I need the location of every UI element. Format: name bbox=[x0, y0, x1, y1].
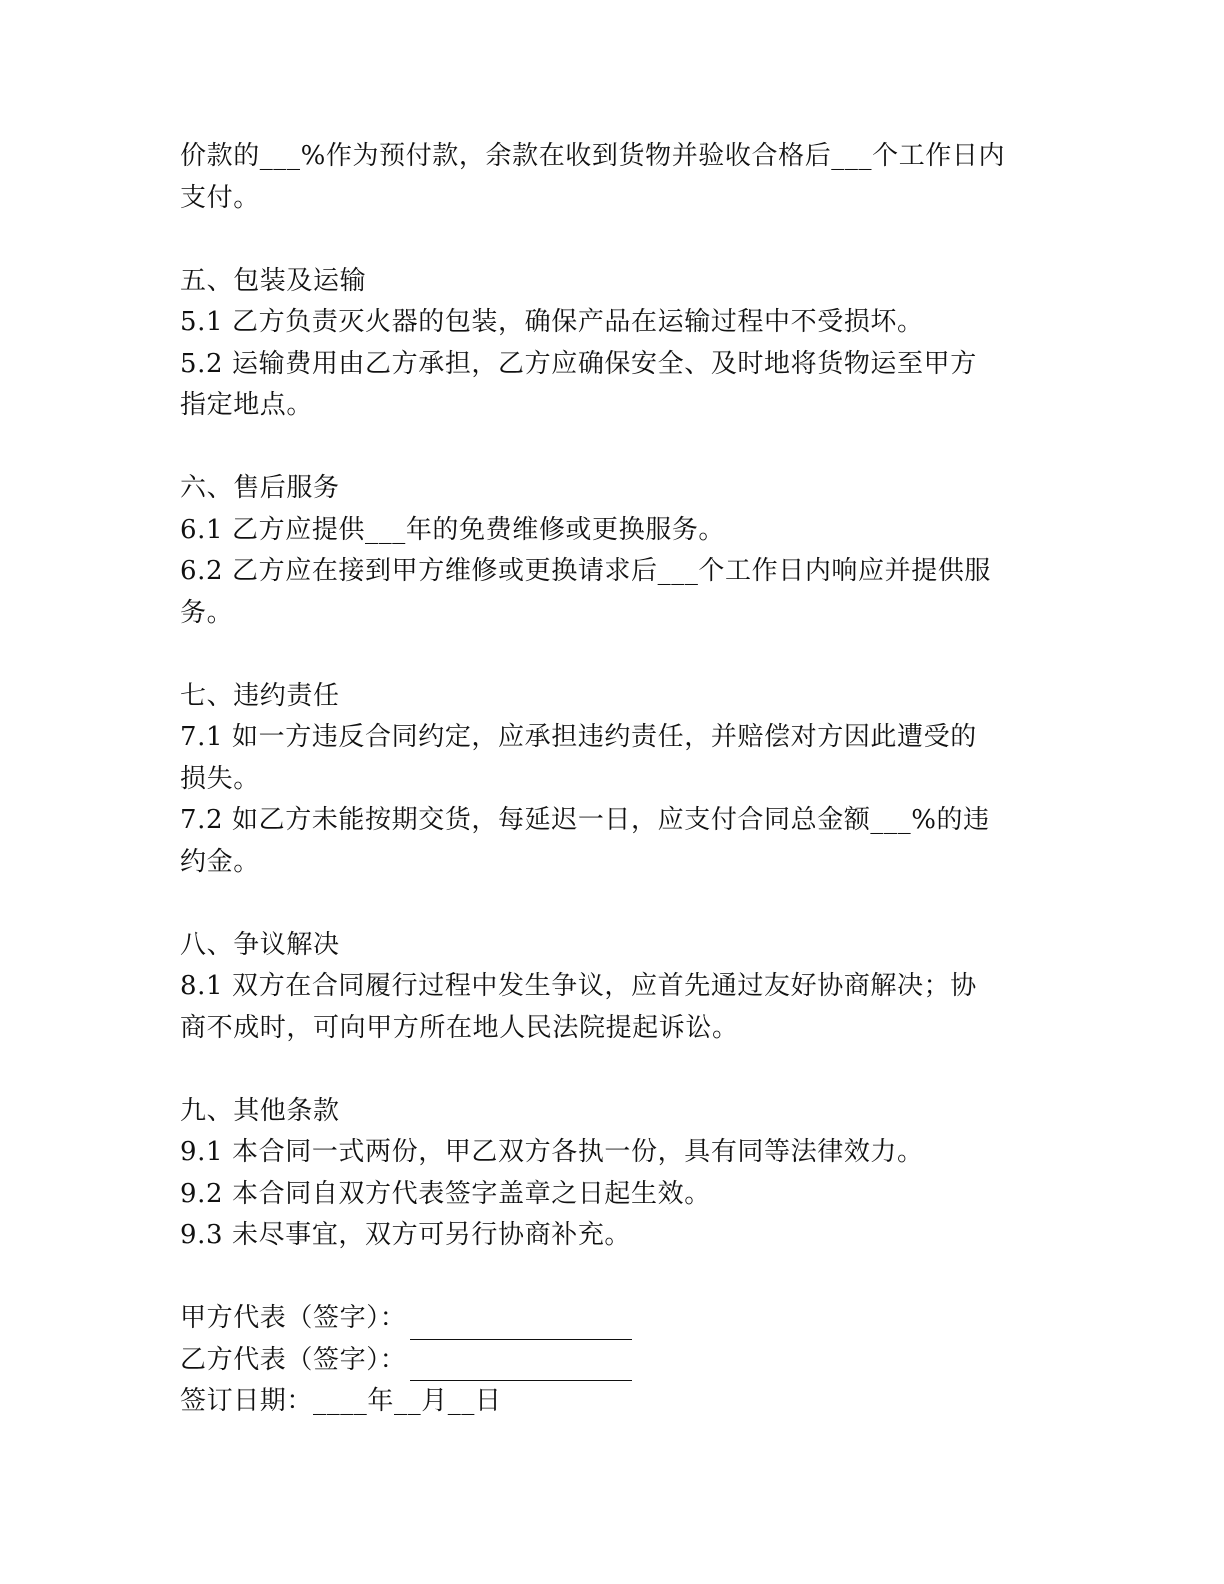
section-8-heading: 八、争议解决 bbox=[180, 929, 340, 960]
clause-8-1-line-1: 8.1 双方在合同履行过程中发生争议，应首先通过友好协商解决；协 bbox=[180, 971, 977, 1001]
clause-6-2-line-1: 6.2 乙方应在接到甲方维修或更换请求后___个工作日内响应并提供服 bbox=[180, 556, 992, 586]
contract-page bbox=[180, 136, 1040, 1423]
clause-5-2-line-1: 5.2 运输费用由乙方承担，乙方应确保安全、及时地将货物运至甲方 bbox=[180, 348, 977, 379]
section-6-heading: 六、售后服务 bbox=[180, 473, 340, 503]
spacer bbox=[180, 1049, 1040, 1091]
payment-terms-line-1: 价款的___%作为预付款，余款在收到货物并验收合格后___个工作日内 bbox=[180, 141, 1006, 171]
party-a-signature-row bbox=[180, 1298, 1040, 1340]
section-9-heading: 九、其他条款 bbox=[180, 1095, 340, 1126]
clause-6-2-line-2: 务。 bbox=[180, 597, 234, 628]
party-b-signature-row bbox=[180, 1340, 1040, 1382]
clause-5-2-line-2: 指定地点。 bbox=[180, 390, 314, 420]
party-a-signature-label: 甲方代表（签字）： bbox=[180, 1303, 407, 1333]
party-b-signature-field[interactable] bbox=[410, 1352, 632, 1381]
clause-7-2-line-2: 约金。 bbox=[180, 846, 260, 877]
party-b-signature-label: 乙方代表（签字）： bbox=[180, 1344, 407, 1375]
clause-9-1: 9.1 本合同一式两份，甲乙双方各执一份，具有同等法律效力。 bbox=[180, 1137, 924, 1167]
spacer bbox=[180, 883, 1040, 925]
spacer bbox=[180, 1257, 1040, 1299]
signing-date: 签订日期：____年__月__日 bbox=[180, 1386, 502, 1416]
clause-7-1-line-1: 7.1 如一方违反合同约定，应承担违约责任，并赔偿对方因此遭受的 bbox=[180, 722, 977, 752]
clause-7-2-line-1: 7.2 如乙方未能按期交货，每延迟一日，应支付合同总金额___%的违 bbox=[180, 805, 990, 835]
clause-7-1-line-2: 损失。 bbox=[180, 763, 260, 794]
clause-9-3: 9.3 未尽事宜，双方可另行协商补充。 bbox=[180, 1220, 632, 1250]
section-5-heading: 五、包装及运输 bbox=[180, 265, 367, 296]
party-a-signature-field[interactable] bbox=[410, 1311, 632, 1340]
spacer bbox=[180, 634, 1040, 676]
spacer bbox=[180, 427, 1040, 469]
spacer bbox=[180, 219, 1040, 261]
clause-9-2: 9.2 本合同自双方代表签字盖章之日起生效。 bbox=[180, 1178, 711, 1209]
clause-5-1: 5.1 乙方负责灭火器的包装，确保产品在运输过程中不受损坏。 bbox=[180, 307, 924, 337]
section-7-heading: 七、违约责任 bbox=[180, 680, 340, 711]
payment-terms-line-2: 支付。 bbox=[180, 182, 260, 213]
clause-8-1-line-2: 商不成时，可向甲方所在地人民法院提起诉讼。 bbox=[180, 1012, 739, 1043]
clause-6-1: 6.1 乙方应提供___年的免费维修或更换服务。 bbox=[180, 514, 726, 545]
